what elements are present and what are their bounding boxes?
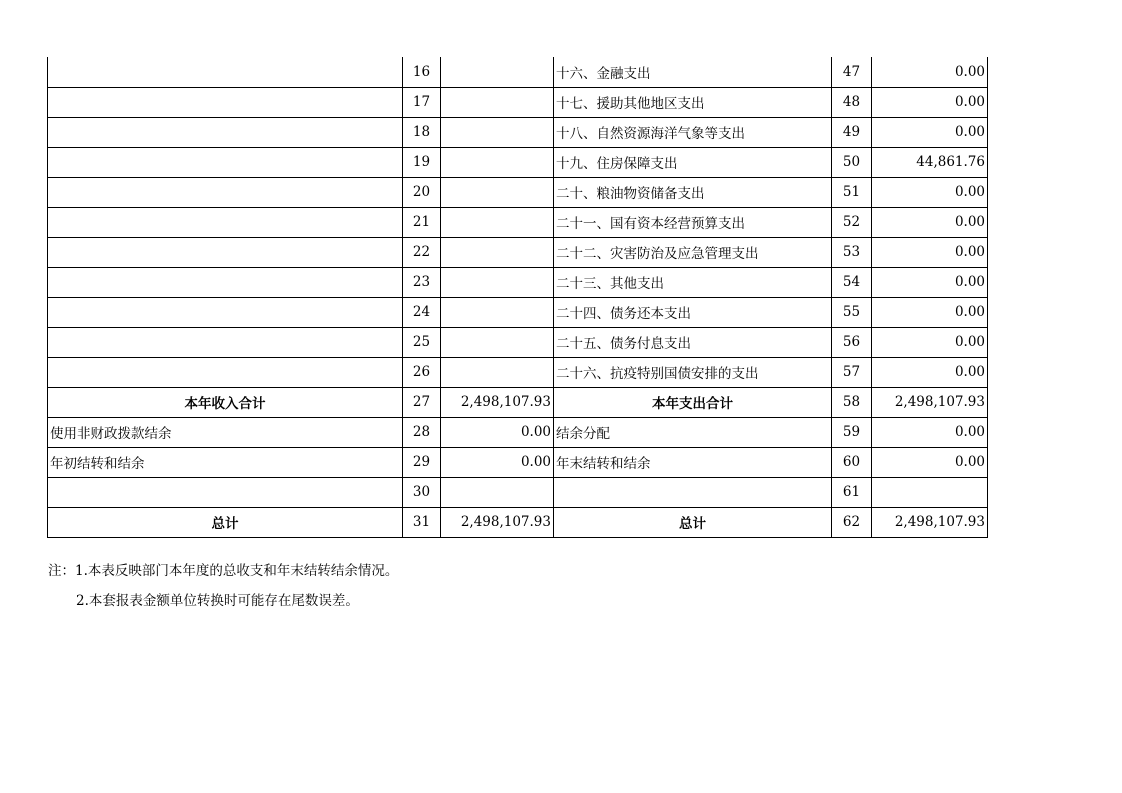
income-row-number: 19 [403,147,441,177]
expense-item-cell: 二十一、国有资本经营预算支出 [554,207,832,237]
income-row-number: 21 [403,207,441,237]
expense-row-number: 59 [832,417,872,447]
income-item-cell [48,477,403,507]
income-item-cell [48,267,403,297]
table-row [48,237,988,267]
income-item-cell [48,327,403,357]
expense-amount-cell: 0.00 [872,417,988,447]
expense-row-number: 56 [832,327,872,357]
income-item-cell [48,297,403,327]
table-row [48,207,988,237]
balance-row [48,477,988,507]
income-amount-cell [441,267,554,297]
income-row-number: 25 [403,327,441,357]
expense-item-cell: 十九、住房保障支出 [554,147,832,177]
income-item-cell [48,147,403,177]
income-item-cell [48,207,403,237]
expense-amount-cell: 0.00 [872,267,988,297]
expense-row-number: 54 [832,267,872,297]
expense-amount-cell: 0.00 [872,297,988,327]
table-row [48,327,988,357]
income-item-cell [48,237,403,267]
balance-row [48,447,988,477]
income-amount-cell [441,357,554,387]
income-row-number: 24 [403,297,441,327]
expense-item-cell: 二十五、债务付息支出 [554,327,832,357]
income-row-number: 23 [403,267,441,297]
expense-item-cell: 总计 [554,507,832,537]
expense-amount-cell: 0.00 [872,207,988,237]
expense-row-number: 53 [832,237,872,267]
table-row [48,57,988,87]
expense-row-number: 50 [832,147,872,177]
income-row-number: 27 [403,387,441,417]
total-row [48,387,988,417]
expense-amount-cell: 0.00 [872,357,988,387]
income-amount-cell [441,117,554,147]
table-row [48,297,988,327]
income-amount-cell: 0.00 [441,447,554,477]
expense-item-cell: 二十四、债务还本支出 [554,297,832,327]
income-amount-cell [441,87,554,117]
expense-row-number: 47 [832,57,872,87]
income-amount-cell: 0.00 [441,417,554,447]
expense-item-cell: 十六、金融支出 [554,57,832,87]
income-row-number: 26 [403,357,441,387]
income-row-number: 16 [403,57,441,87]
income-row-number: 22 [403,237,441,267]
income-amount-cell [441,237,554,267]
table-row [48,87,988,117]
expense-amount-cell: 2,498,107.93 [872,507,988,537]
expense-amount-cell: 44,861.76 [872,147,988,177]
expense-row-number: 61 [832,477,872,507]
table-body [48,57,988,537]
income-amount-cell [441,477,554,507]
income-item-cell: 使用非财政拨款结余 [48,417,403,447]
expense-amount-cell: 0.00 [872,87,988,117]
note-line-1: 注：1.本表反映部门本年度的总收支和年末结转结余情况。 [48,563,399,579]
note-line-2: 2.本套报表金额单位转换时可能存在尾数误差。 [76,593,359,609]
expense-item-cell: 十八、自然资源海洋气象等支出 [554,117,832,147]
expense-amount-cell [872,477,988,507]
expense-row-number: 62 [832,507,872,537]
table-row [48,357,988,387]
table-row [48,117,988,147]
income-amount-cell [441,297,554,327]
balance-row [48,417,988,447]
expense-item-cell [554,477,832,507]
grand-total-row [48,507,988,537]
income-item-cell [48,177,403,207]
income-row-number: 29 [403,447,441,477]
income-amount-cell [441,147,554,177]
income-row-number: 30 [403,477,441,507]
expense-item-cell: 结余分配 [554,417,832,447]
budget-summary-table [47,57,988,538]
income-amount-cell: 2,498,107.93 [441,387,554,417]
income-item-cell [48,87,403,117]
income-row-number: 28 [403,417,441,447]
income-item-cell: 本年收入合计 [48,387,403,417]
expense-item-cell: 二十、粮油物资储备支出 [554,177,832,207]
income-amount-cell [441,207,554,237]
expense-item-cell: 二十二、灾害防治及应急管理支出 [554,237,832,267]
income-item-cell [48,117,403,147]
income-row-number: 31 [403,507,441,537]
income-amount-cell [441,177,554,207]
expense-row-number: 52 [832,207,872,237]
expense-item-cell: 二十三、其他支出 [554,267,832,297]
expense-row-number: 48 [832,87,872,117]
expense-row-number: 57 [832,357,872,387]
income-amount-cell [441,327,554,357]
expense-row-number: 60 [832,447,872,477]
expense-row-number: 49 [832,117,872,147]
expense-amount-cell: 0.00 [872,117,988,147]
expense-amount-cell: 0.00 [872,327,988,357]
expense-amount-cell: 0.00 [872,177,988,207]
income-item-cell: 年初结转和结余 [48,447,403,477]
table-row [48,267,988,297]
expense-amount-cell: 0.00 [872,237,988,267]
income-item-cell [48,57,403,87]
income-item-cell [48,357,403,387]
expense-amount-cell: 2,498,107.93 [872,387,988,417]
expense-item-cell: 本年支出合计 [554,387,832,417]
expense-amount-cell: 0.00 [872,447,988,477]
expense-item-cell: 十七、援助其他地区支出 [554,87,832,117]
expense-item-cell: 二十六、抗疫特别国债安排的支出 [554,357,832,387]
expense-row-number: 55 [832,297,872,327]
income-amount-cell [441,57,554,87]
income-amount-cell: 2,498,107.93 [441,507,554,537]
expense-amount-cell: 0.00 [872,57,988,87]
expense-row-number: 58 [832,387,872,417]
income-row-number: 17 [403,87,441,117]
income-row-number: 18 [403,117,441,147]
income-item-cell: 总计 [48,507,403,537]
expense-row-number: 51 [832,177,872,207]
table-row [48,147,988,177]
notes [48,560,398,620]
table-row [48,177,988,207]
expense-item-cell: 年末结转和结余 [554,447,832,477]
income-row-number: 20 [403,177,441,207]
